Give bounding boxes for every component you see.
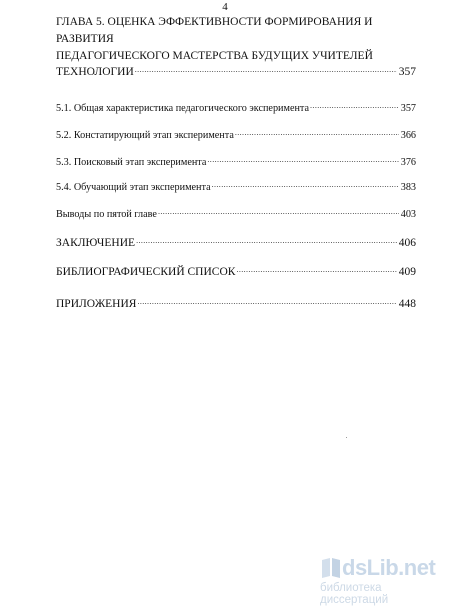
- watermark-subtitle: библиотека диссертаций: [320, 582, 389, 606]
- toc-entry-page: 366: [400, 130, 416, 141]
- toc-entry-title: БИБЛИОГРАФИЧЕСКИЙ СПИСОК: [56, 266, 236, 278]
- toc-entry-page: 357: [398, 66, 416, 78]
- toc-entry-page: 376: [400, 157, 416, 168]
- toc-dot-leader: [158, 207, 399, 217]
- toc-entry-title: 5.3. Поисковый этап эксперимента: [56, 157, 207, 168]
- toc-entry-5-3: [56, 155, 416, 170]
- toc-entry-bibliography: [56, 265, 416, 279]
- toc-entry-page: 357: [400, 103, 416, 114]
- watermark-logo-text: dsLib.net: [342, 555, 436, 580]
- book-icon: [320, 556, 342, 580]
- toc-entry-conclusion: [56, 236, 416, 250]
- toc-entry-title: ЗАКЛЮЧЕНИЕ: [56, 237, 136, 249]
- toc-entry-page: 383: [400, 182, 416, 193]
- toc-dot-leader: [207, 155, 398, 165]
- toc-entry-title: 5.4. Обучающий этап эксперимента: [56, 182, 211, 193]
- toc-entry-page: 403: [400, 209, 416, 220]
- toc-entry-title: Выводы по пятой главе: [56, 209, 157, 220]
- toc-entry-5-1: [56, 101, 416, 116]
- chapter-heading-line: ГЛАВА 5. ОЦЕНКА ЭФФЕКТИВНОСТИ ФОРМИРОВАНИЯ И РАЗВИТИЯ: [56, 16, 373, 45]
- toc-entry-title: ПРИЛОЖЕНИЯ: [56, 298, 137, 310]
- toc-dot-leader: [212, 180, 399, 190]
- watermark: [320, 555, 445, 606]
- toc-entry-5-2: [56, 128, 416, 143]
- watermark-logo: [320, 555, 445, 581]
- toc-entry-chapter-5: [56, 65, 416, 79]
- chapter-heading: [56, 14, 426, 79]
- chapter-heading-line: ПЕДАГОГИЧЕСКОГО МАСТЕРСТВА БУДУЩИХ УЧИТЕЛЕЙ: [56, 50, 373, 62]
- toc-entry-page: 409: [398, 266, 416, 278]
- toc-dot-leader: [135, 65, 397, 75]
- toc-entry-title: 5.1. Общая характеристика педагогического эксперимента: [56, 103, 310, 114]
- toc-dot-leader: [137, 297, 396, 307]
- toc-entry-appendices: [56, 297, 416, 311]
- toc-dot-leader: [235, 128, 399, 138]
- toc-entry-page: 448: [398, 298, 416, 310]
- page-number: 4: [222, 1, 228, 13]
- scan-speck: [346, 437, 347, 438]
- toc-entry-chapter-5-conclusions: [56, 207, 416, 222]
- toc-entry-page: 406: [398, 237, 416, 249]
- toc-entry-title: 5.2. Констатирующий этап эксперимента: [56, 130, 234, 141]
- toc-dot-leader: [136, 236, 397, 246]
- toc-entry-title: ТЕХНОЛОГИИ: [56, 66, 134, 78]
- toc-entry-5-4: [56, 180, 416, 195]
- toc-dot-leader: [310, 101, 399, 111]
- toc-dot-leader: [236, 265, 396, 275]
